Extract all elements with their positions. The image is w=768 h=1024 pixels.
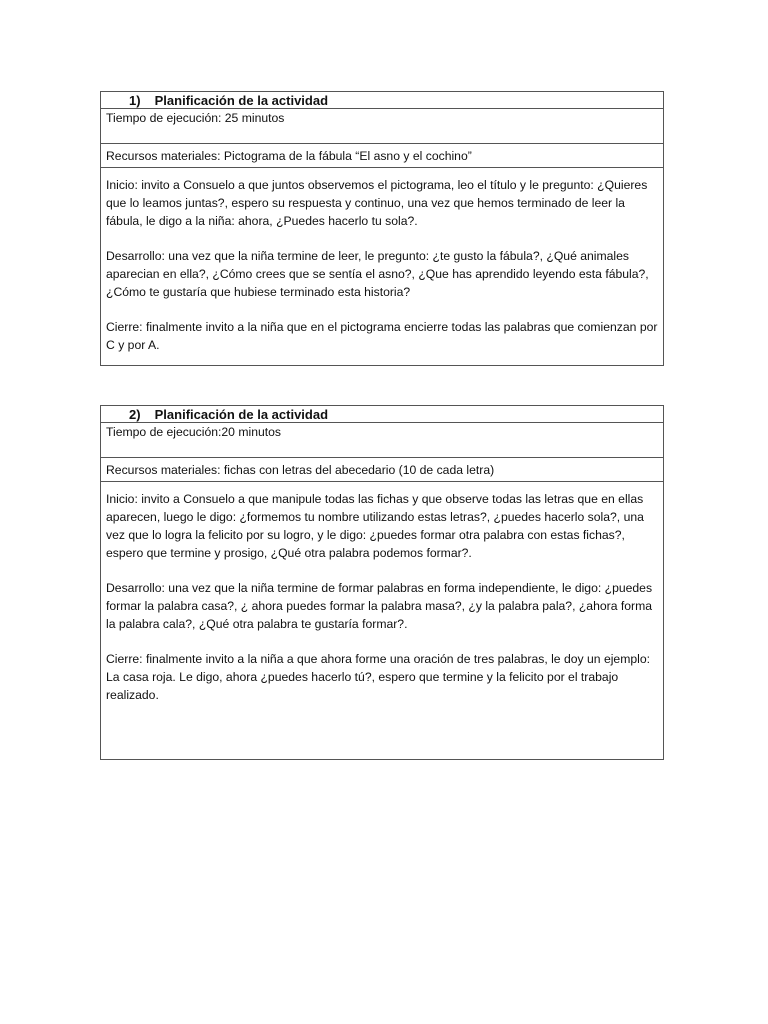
activity-title: Planificación de la actividad — [154, 407, 329, 422]
inicio-paragraph: Inicio: invito a Consuelo a que juntos observemos el pictograma, leo el título y le pregunto: ¿Quieres que lo leamos juntas?, espero su respuesta y continuo, una vez que hemos terminado de leer la fábula, le digo a la niña: ahora, ¿Puedes hacerlo tu sola?. — [106, 178, 648, 228]
activity-number: 2) — [129, 407, 141, 422]
desarrollo-paragraph: Desarrollo: una vez que la niña termine de formar palabras en forma independiente, le digo: ¿puedes formar la palabra casa?, ¿ ahora puedes formar la palabra masa?, ¿y la palabra pala?, ¿ahora forma la palabra cala?, ¿Qué otra palabra te gustaría formar?. — [106, 581, 653, 631]
activity-content — [101, 168, 663, 365]
activity-content — [101, 482, 663, 759]
cierre-paragraph: Cierre: finalmente invito a la niña que en el pictograma encierre todas las palabras que comienzan por C y por A. — [106, 320, 658, 352]
activity-number: 1) — [129, 93, 141, 108]
execution-time: Tiempo de ejecución:20 minutos — [101, 423, 663, 458]
activity-title-row — [101, 92, 663, 109]
activity-table-2 — [100, 405, 664, 760]
material-resources: Recursos materiales: fichas con letras del abecedario (10 de cada letra) — [101, 458, 663, 482]
cierre-paragraph: Cierre: finalmente invito a la niña a que ahora forme una oración de tres palabras, le doy un ejemplo: La casa roja. Le digo, ahora ¿puedes hacerlo tú?, espero que termine y la felicito por el trabajo realizado. — [106, 652, 651, 702]
activity-title: Planificación de la actividad — [154, 93, 329, 108]
activity-table-1 — [100, 91, 664, 366]
execution-time: Tiempo de ejecución: 25 minutos — [101, 109, 663, 144]
inicio-paragraph: Inicio: invito a Consuelo a que manipule todas las fichas y que observe todas las letras que en ellas aparecen, luego le digo: ¿formemos tu nombre utilizando estas letras?, ¿puedes hacerlo sola?, una vez que lo logra la felicito por su logro, y le digo: ¿puedes formar otra palabra con estas fichas?, espero que termine y prosigo, ¿Qué otra palabra podemos formar?. — [106, 492, 644, 560]
material-resources: Recursos materiales: Pictograma de la fábula “El asno y el cochino” — [101, 144, 663, 168]
activity-title-row — [101, 406, 663, 423]
desarrollo-paragraph: Desarrollo: una vez que la niña termine de leer, le pregunto: ¿te gusto la fábula?, ¿Qué animales aparecian en ella?, ¿Cómo crees que se sentía el asno?, ¿Que has aprendido leyendo esta fábula?, ¿Cómo te gustaría que hubiese terminado esta historia? — [106, 249, 649, 299]
